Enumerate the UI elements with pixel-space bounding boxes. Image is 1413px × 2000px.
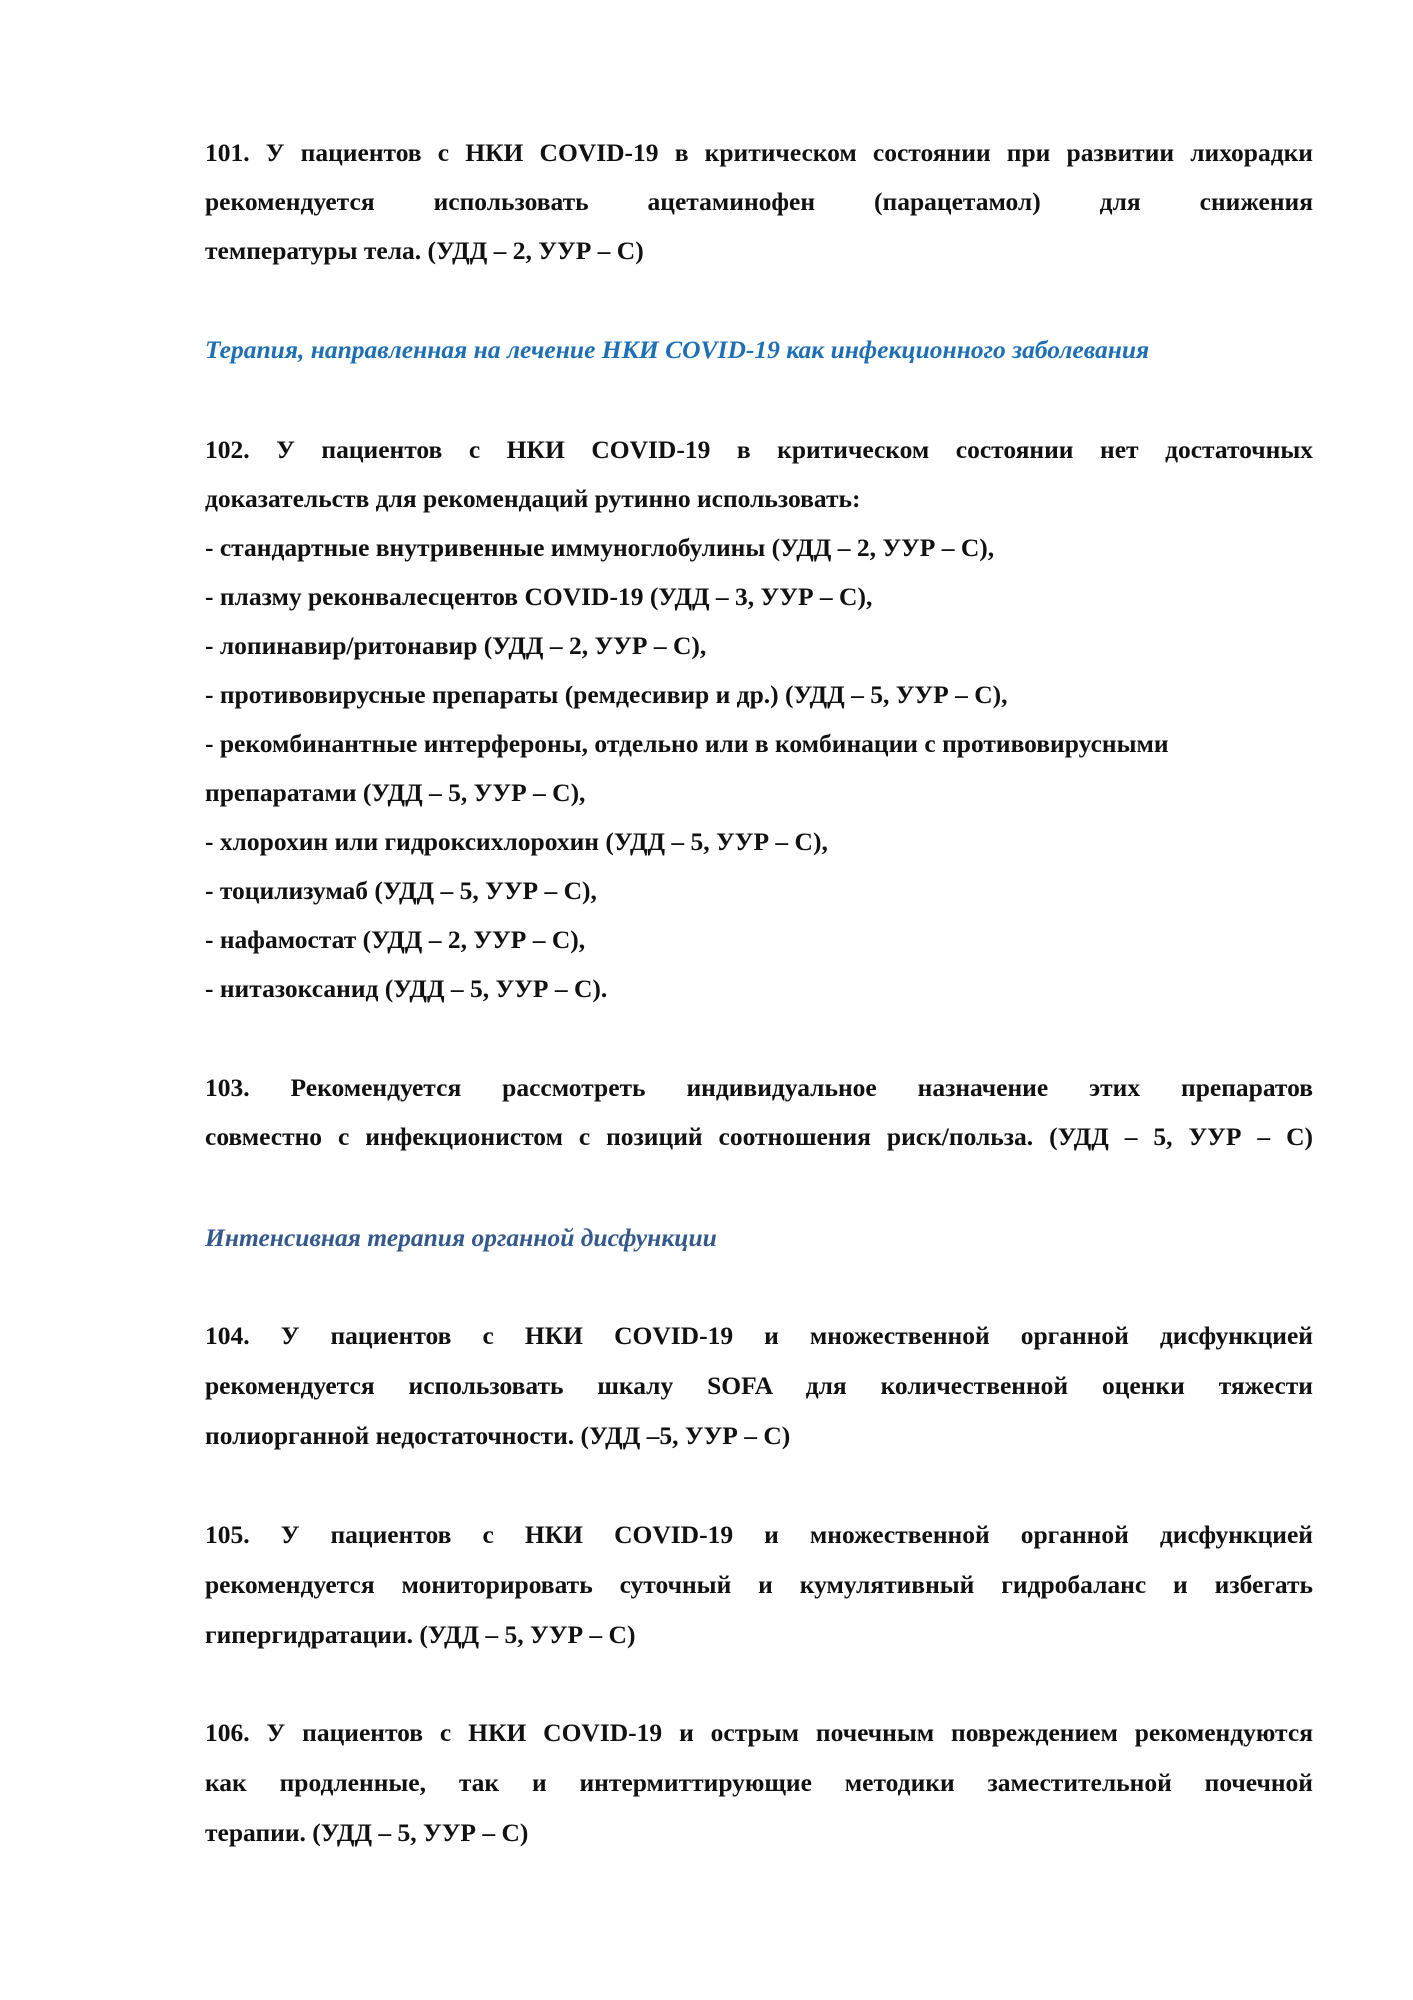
list-item: - тоцилизумаб (УДД – 5, УУР – С), <box>205 876 597 905</box>
section-heading-organ-dysfunction: Интенсивная терапия органной дисфункции <box>205 1223 717 1252</box>
paragraph-line: рекомендуется использовать ацетаминофен (парацетамол) для снижения <box>205 187 1313 216</box>
paragraph-line: доказательств для рекомендаций рутинно использовать: <box>205 484 861 513</box>
list-item: - противовирусные препараты (ремдесивир и др.) (УДД – 5, УУР – С), <box>205 680 1008 709</box>
list-item: - нитазоксанид (УДД – 5, УУР – С). <box>205 974 608 1003</box>
paragraph-line: 105. У пациентов с НКИ COVID-19 и множественной органной дисфункцией <box>205 1520 1313 1549</box>
paragraph-line: рекомендуется мониторировать суточный и кумулятивный гидробаланс и избегать <box>205 1570 1313 1599</box>
paragraph-line: 106. У пациентов с НКИ COVID-19 и острым почечным повреждением рекомендуются <box>205 1718 1313 1747</box>
paragraph-line: 101. У пациентов с НКИ COVID-19 в критическом состоянии при развитии лихорадки <box>205 138 1313 167</box>
paragraph-line: полиорганной недостаточности. (УДД –5, УУР – С) <box>205 1421 791 1450</box>
list-item: - хлорохин или гидроксихлорохин (УДД – 5, УУР – С), <box>205 827 828 856</box>
paragraph-line: гипергидратации. (УДД – 5, УУР – С) <box>205 1620 636 1649</box>
paragraph-line: 102. У пациентов с НКИ COVID-19 в критическом состоянии нет достаточных <box>205 435 1313 464</box>
paragraph-line: 103. Рекомендуется рассмотреть индивидуальное назначение этих препаратов <box>205 1073 1313 1102</box>
list-item: - плазму реконвалесцентов COVID-19 (УДД – 3, УУР – С), <box>205 582 873 611</box>
section-heading-infection-therapy: Терапия, направленная на лечение НКИ COVID-19 как инфекционного заболевания <box>205 335 1150 364</box>
list-item-continuation: препаратами (УДД – 5, УУР – С), <box>205 778 586 807</box>
list-item: - рекомбинантные интерфероны, отдельно или в комбинации с противовирусными <box>205 729 1169 758</box>
list-item: - стандартные внутривенные иммуноглобулины (УДД – 2, УУР – С), <box>205 533 995 562</box>
list-item: - нафамостат (УДД – 2, УУР – С), <box>205 925 586 954</box>
paragraph-line: 104. У пациентов с НКИ COVID-19 и множественной органной дисфункцией <box>205 1321 1313 1350</box>
paragraph-line: как продленные, так и интермиттирующие методики заместительной почечной <box>205 1768 1313 1797</box>
list-item: - лопинавир/ритонавир (УДД – 2, УУР – С), <box>205 631 707 660</box>
paragraph-line: совместно с инфекционистом с позиций соотношения риск/польза. (УДД – 5, УУР – С) <box>205 1122 1313 1151</box>
paragraph-line: температуры тела. (УДД – 2, УУР – С) <box>205 236 644 265</box>
paragraph-line: терапии. (УДД – 5, УУР – С) <box>205 1818 529 1847</box>
paragraph-line: рекомендуется использовать шкалу SOFA для количественной оценки тяжести <box>205 1371 1313 1400</box>
